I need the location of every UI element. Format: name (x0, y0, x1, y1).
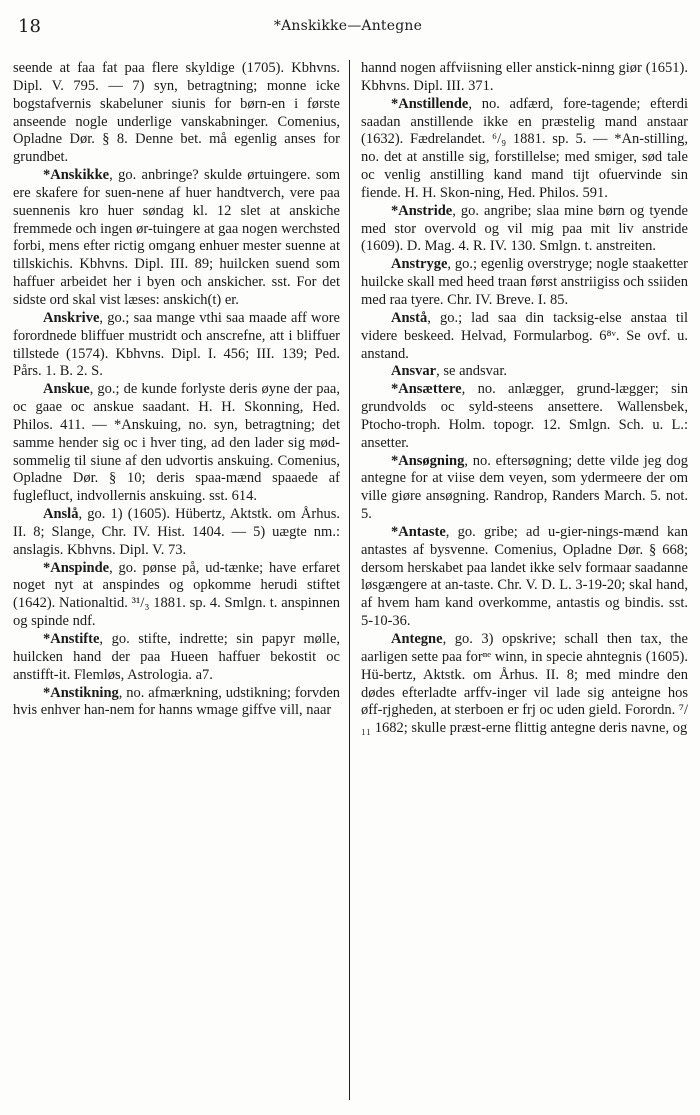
entry-text: , no. anlægger, grund-lægger; sin grundvolds oc syld-steens ansettere. Wallensbek, Ptocho-troph. Holm. topogr. 12. Smlgn. Sch. u. L.: ansetter. (361, 381, 688, 451)
entry-text: , go. 1) (1605). Hübertz, Aktstk. om Århus. II. 8; Slange, Chr. IV. Hist. 1404. — 5) uægte nm.: anslagis. Kbhvns. Dipl. V. 73. (13, 506, 340, 558)
entry-text: , se andsvar. (436, 363, 507, 380)
entry-headword: *Ansøgning (391, 452, 465, 469)
dictionary-entry (13, 560, 340, 631)
running-head: *Anskikke—Antegne (273, 18, 423, 34)
entry-headword: Anstryge (391, 256, 448, 273)
dictionary-entry (361, 453, 688, 524)
dictionary-entry (361, 310, 688, 364)
entry-text: , go. stifte, indrette; sin papyr mølle, huilcken hand der paa Hueen haffuer bekostit oc anstifft-it. Flemløs, Astrologia. a7. (13, 631, 340, 683)
page-header (10, 16, 686, 38)
entry-text: , no. eftersøgning; dette vilde jeg dog antegne for at viise dem veyen, som ydermeere der om ville giøre ansøgning. Randrop, Randers March. 5. not. 5. (361, 452, 688, 523)
dictionary-entry (361, 256, 688, 310)
dictionary-entry (13, 381, 340, 506)
dictionary-entry (361, 203, 688, 257)
dictionary-entry (13, 60, 340, 167)
entry-headword: Ansvar (391, 363, 437, 380)
entry-text: seende at faa fat paa flere skyldige (1705). Kbhvns. Dipl. V. 795. — 7) syn, betragtning; monne icke bogstafvernis skabeluner siunis for børn-en i første anseende nogle underlige vanskabninger. Comenius, Opladne Dør. § 8. Denne bet. må egenlig anses for grundbet. (13, 60, 340, 166)
dictionary-entry (361, 524, 688, 631)
dictionary-entry (361, 631, 688, 738)
entry-text: , go. pønse på, ud-tænke; have erfaret noget nyt at anspindes og opkomme herudi stiftet (1642). Nationaltid. ³¹/₃ 1881. sp. 4. Smlgn. t. anspinnen og spinde ndf. (13, 559, 340, 630)
entry-text: , no. adfærd, fore-tagende; efterdi saadan anstillende ikke en præstelig mand anstaar (1632). Fædrelandet. ⁶/₉ 1881. sp. 5. — *An-stilling, no. det at anstille sig, forstillelse; med smiger, sød tale oc venlig anstilling kand mand tijt ofuervinde sin fiende. H. H. Skon-ning, Hed. Philos. 591. (361, 95, 688, 201)
dictionary-entry (13, 631, 340, 685)
entry-headword: *Ansættere (391, 381, 462, 398)
entry-headword: *Anstikning (43, 684, 119, 701)
entry-headword: *Anstillende (391, 95, 469, 112)
page-number: 18 (18, 16, 41, 37)
entry-headword: *Anspinde (43, 559, 110, 576)
entry-text: , go.; saa mange vthi saa maade aff wore forordnede bliffuer mustridt och anscrefne, att i bliffuer tillstede (1574). Kbhvns. Dipl. I. 456; III. 139; Ped. Pårs. 1. B. 2. S. (13, 309, 340, 380)
entry-headword: *Anstride (391, 202, 453, 219)
entry-text: , go.; lad saa din tacksig-else anstaa til videre beskeed. Helvad, Formularbog. 6⁸ᵛ. Se ovf. u. anstand. (361, 309, 688, 362)
right-column (361, 60, 688, 738)
entry-text: , go. anbringe? skulde ørtuingere. som ere skafere for suen-nene af huer handtverch, vere paa suennenis kro huer søndag kl. 12 slet at anskiche fremmede och ingen ør-tuingere at gaa nogen werchsted forbi, mens efter rictig omgang enhuer mester suenne at tillskichis. Kbhvns. Dipl. III. 89; huilcken suend som haffuer arbeidet her i byen och anskicher. sst. For det sidste ord skal vist læses: anskich(t) er. (13, 167, 340, 308)
dictionary-entry (361, 96, 688, 203)
dictionary-entry (361, 60, 688, 96)
left-column (13, 60, 340, 720)
entry-headword: Anstå (391, 309, 428, 326)
dictionary-entry (13, 167, 340, 310)
dictionary-entry (13, 310, 340, 381)
dictionary-entry (13, 685, 340, 721)
entry-text: , go.; egenlig overstryge; nogle staaketter huilcke skall med heed traan først anstriigiss och ssiiden med raa tyere. Chr. IV. Breve. I. 85. (361, 256, 688, 308)
entry-headword: Anskrive (43, 309, 100, 326)
entry-headword: Anskue (43, 381, 90, 398)
entry-headword: Anslå (43, 506, 79, 523)
entry-headword: Antegne (391, 631, 443, 647)
column-divider (349, 60, 350, 1100)
entry-text: hannd nogen affviisning eller anstick-ninng giør (1651). Kbhvns. Dipl. III. 371. (361, 60, 688, 94)
entry-text: , go. angribe; slaa mine børn og tyende med stor overvold og vil mig paa mit liv anstride (1609). D. Mag. 4. R. IV. 130. Smlgn. t. anstreiten. (361, 202, 688, 255)
entry-text: , go. 3) opskrive; schall then tax, the aarligen sette paa forⁿᵉ winn, in specie ahntegnis (1605). Hü-bertz, Aktstk. om Århus. II. 8; med mindre den dødes efterladte arffv-inger vil lade sig anteigne hos øff-rjgheden, at sterboen er frj oc uden gield. Forordn. ⁷/₁₁ 1682; skulle præst-erne flittig antegne deris navne, og (361, 631, 688, 737)
entry-text: , go.; de kunde forlyste deris øyne der paa, oc gaae oc anskue saadant. H. H. Skonning, Hed. Philos. 411. — *Anskuing, no. syn, betragtning; det samme hender sig oc i hver ting, ad den lader sig mød-sommelig til siune af den udvortis anskuing. Comenius, Opladne Dør. § 10; deris spaa-mænd spaaede af fuglefluct, indvollernis anskuing. sst. 614. (13, 381, 340, 505)
dictionary-entry (361, 363, 688, 381)
dictionary-entry (13, 506, 340, 560)
entry-headword: *Antaste (391, 523, 446, 540)
entry-text: , no. afmærkning, udstikning; forvden hvis enhver han-nem for hanns wmage giffve vill, naar (13, 684, 340, 719)
entry-headword: *Anskikke (43, 167, 110, 184)
dictionary-entry (361, 381, 688, 452)
entry-headword: *Anstifte (43, 631, 100, 647)
entry-text: , go. gribe; ad u-gier-nings-mænd kan antastes af bysvenne. Comenius, Opladne Dør. § 668; dersom herskabet paa landet ikke selv formaar saadanne løsgængere at an-taste. Chr. V. D. L. 3-19-20; skal hand, af hvem ham kand overkomme, antastis og bindis. sst. 5-10-36. (361, 523, 688, 630)
